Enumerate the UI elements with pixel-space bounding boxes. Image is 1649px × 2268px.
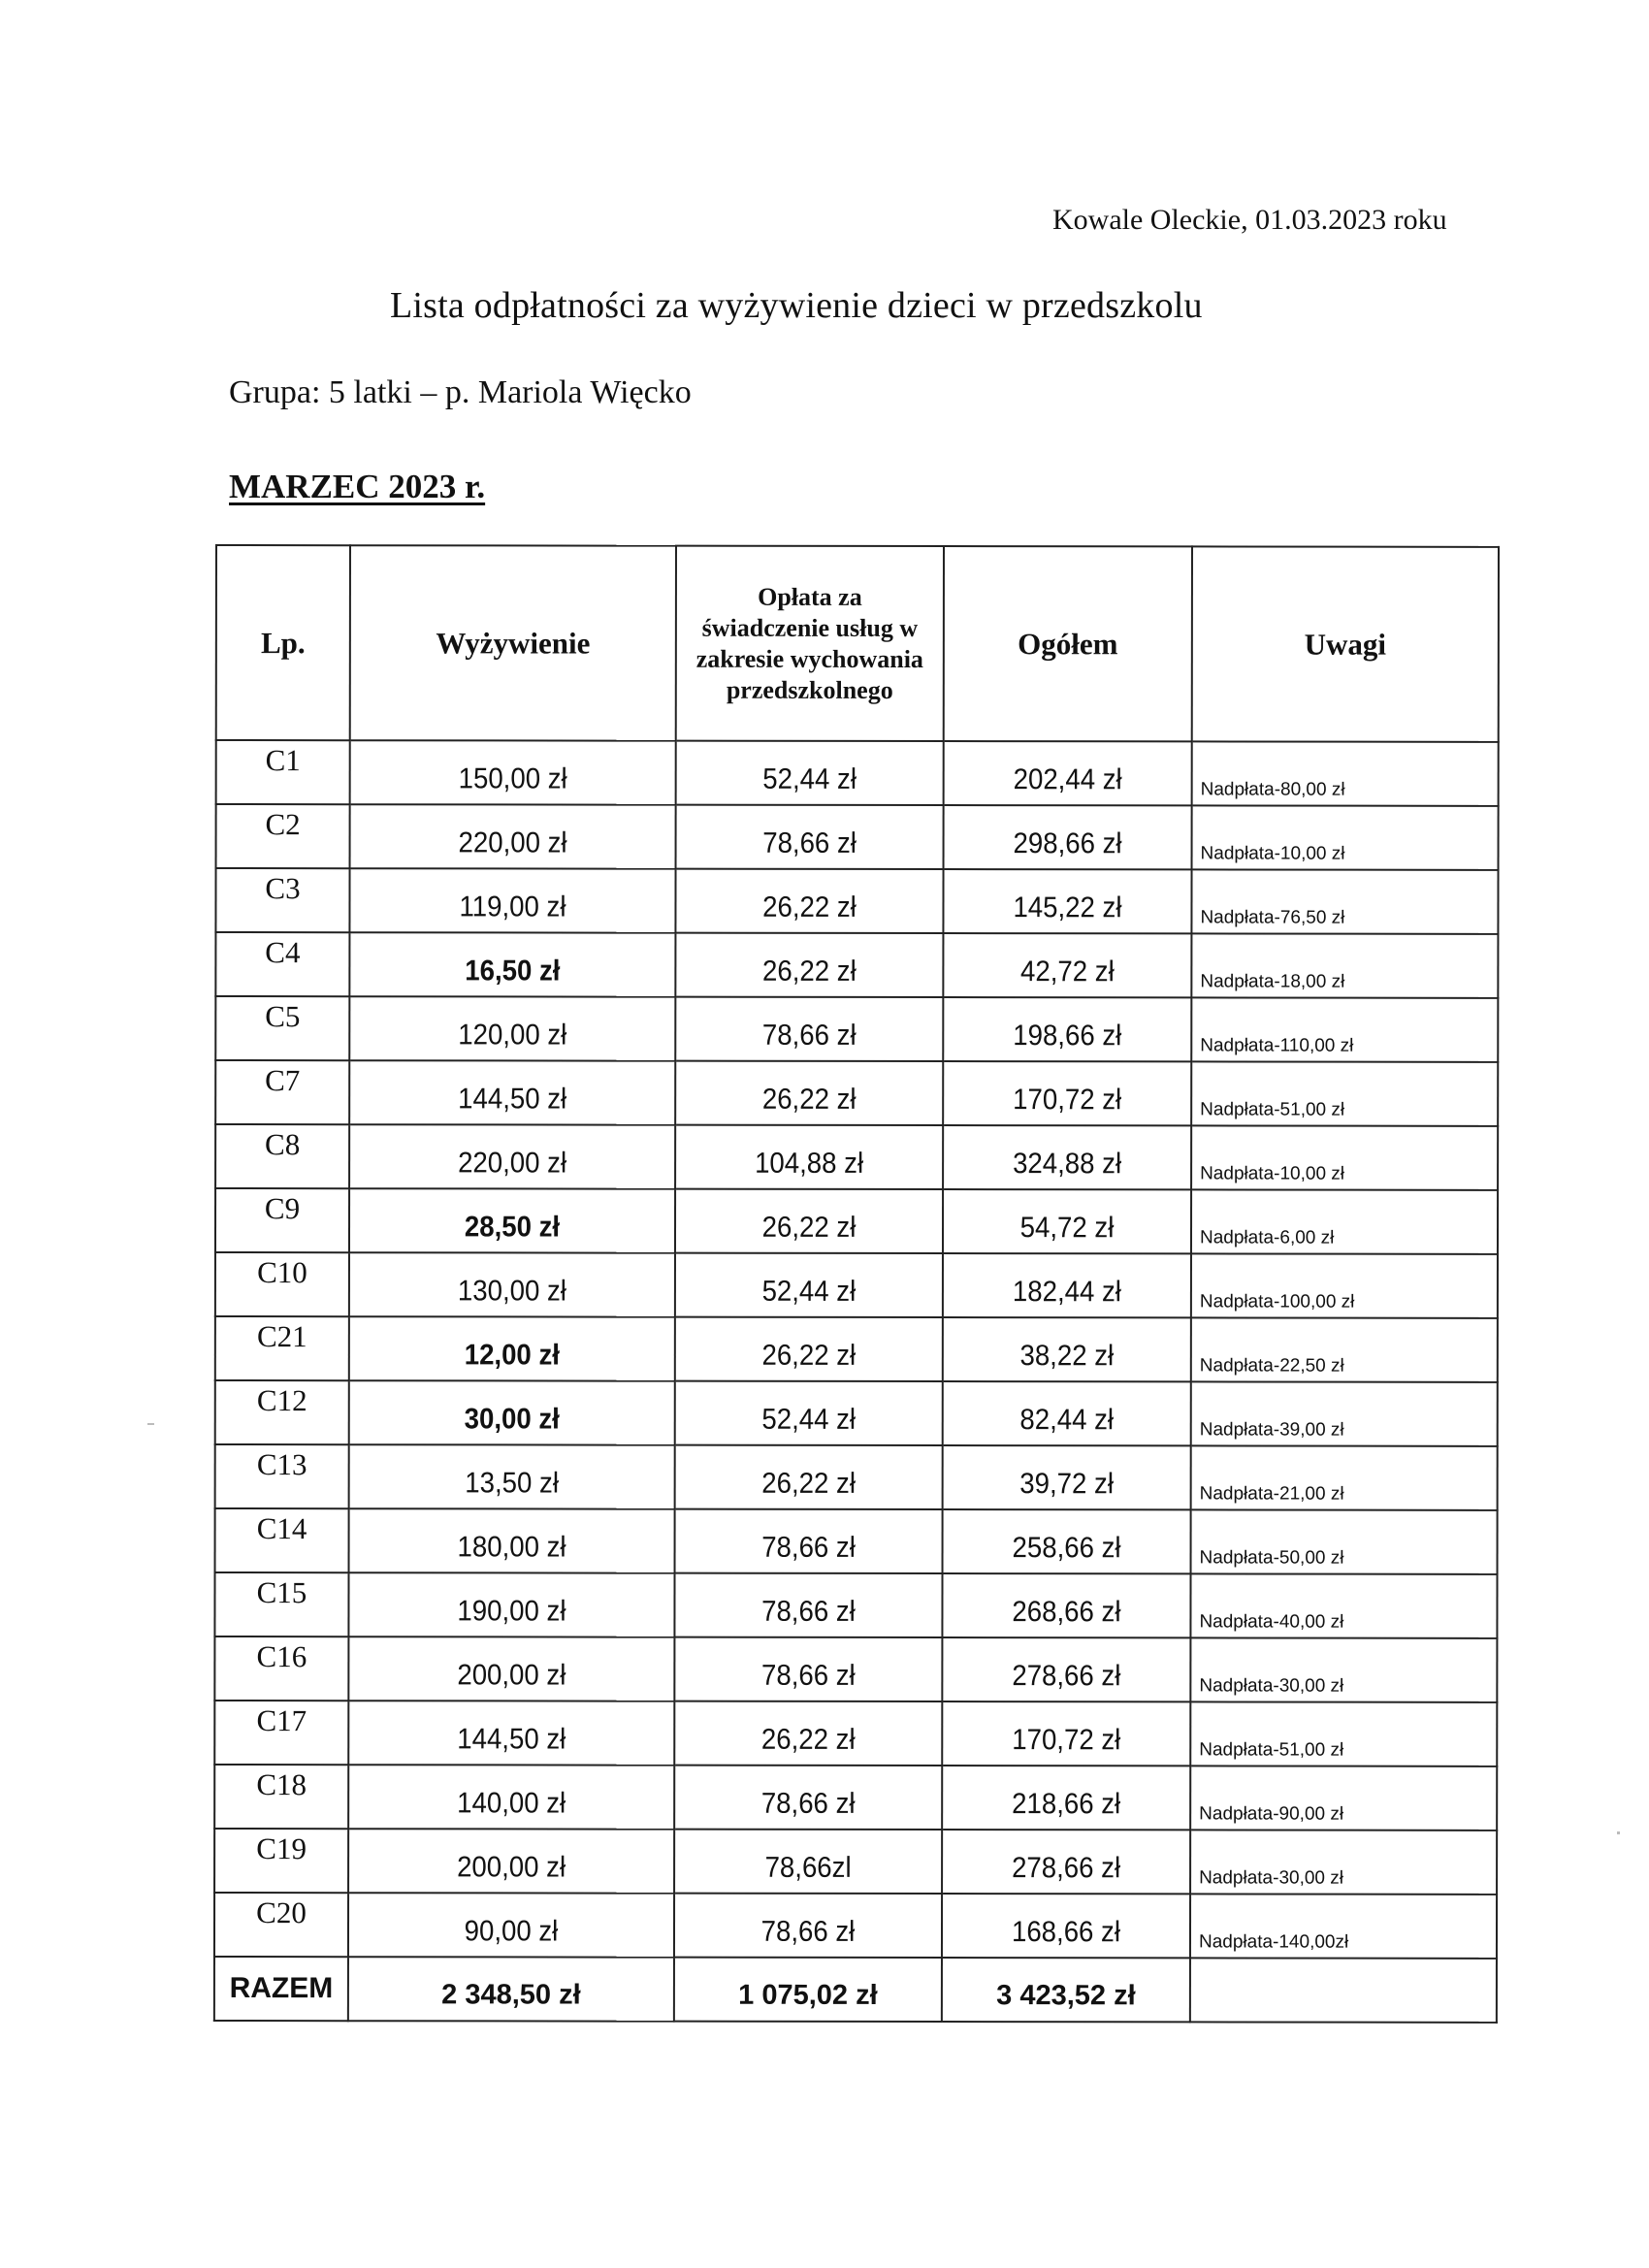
cell-ogolem: 278,66 zł bbox=[953, 1637, 1181, 1701]
cell-oplata: 78,66 zł bbox=[687, 805, 933, 869]
cell-oplata: 78,66 zł bbox=[686, 997, 932, 1061]
total-uwagi bbox=[1190, 1958, 1497, 2022]
cell-lp: C13 bbox=[215, 1444, 349, 1508]
cell-wyzywienie: 28,50 zł bbox=[362, 1188, 662, 1252]
cell-oplata: 78,66 zł bbox=[686, 1509, 932, 1573]
cell-wyzywienie: 220,00 zł bbox=[363, 804, 663, 868]
table-row bbox=[215, 868, 1498, 934]
cell-uwagi: Nadpłata-21,00 zł bbox=[1191, 1445, 1498, 1509]
cell-lp: C2 bbox=[216, 804, 350, 868]
cell-ogolem: 170,72 zł bbox=[953, 1061, 1181, 1125]
cell-uwagi: Nadpłata-100,00 zł bbox=[1191, 1253, 1498, 1317]
cell-wyzywienie: 144,50 zł bbox=[363, 1060, 663, 1124]
cell-ogolem: 145,22 zł bbox=[954, 869, 1182, 933]
table-header-row bbox=[216, 545, 1499, 742]
cell-ogolem: 268,66 zł bbox=[953, 1573, 1181, 1637]
table-row bbox=[215, 1252, 1498, 1318]
cell-wyzywienie: 119,00 zł bbox=[363, 868, 663, 932]
cell-ogolem: 258,66 zł bbox=[953, 1509, 1181, 1573]
cell-ogolem: 182,44 zł bbox=[953, 1253, 1181, 1317]
cell-wyzywienie: 140,00 zł bbox=[362, 1765, 662, 1829]
document-title: Lista odpłatności za wyżywienie dzieci w przedszkolu bbox=[390, 285, 1203, 326]
cell-lp: C12 bbox=[215, 1380, 349, 1444]
cell-uwagi: Nadpłata-30,00 zł bbox=[1190, 1830, 1497, 1894]
cell-uwagi: Nadpłata-51,00 zł bbox=[1191, 1061, 1498, 1125]
cell-ogolem: 202,44 zł bbox=[954, 741, 1182, 805]
table-row bbox=[215, 1124, 1498, 1190]
cell-ogolem: 82,44 zł bbox=[953, 1381, 1181, 1445]
cell-oplata: 26,22 zł bbox=[686, 869, 932, 933]
cell-lp: C8 bbox=[215, 1124, 349, 1188]
cell-lp: C9 bbox=[215, 1188, 349, 1252]
cell-wyzywienie: 200,00 zł bbox=[361, 1829, 661, 1893]
cell-lp: C17 bbox=[214, 1701, 348, 1765]
total-row bbox=[214, 1957, 1497, 2023]
total-oplata: 1 075,02 zł bbox=[674, 1958, 942, 2022]
cell-uwagi: Nadpłata-51,00 zł bbox=[1190, 1701, 1497, 1766]
header-oplata bbox=[676, 546, 944, 741]
cell-lp: C4 bbox=[215, 932, 349, 996]
cell-uwagi: Nadpłata-40,00 zł bbox=[1190, 1573, 1497, 1637]
table-row bbox=[214, 1636, 1497, 1702]
cell-lp: C18 bbox=[214, 1765, 348, 1829]
cell-uwagi: Nadpłata-80,00 zł bbox=[1192, 741, 1499, 805]
cell-wyzywienie: 90,00 zł bbox=[361, 1893, 661, 1957]
fees-table bbox=[213, 544, 1500, 2024]
cell-ogolem: 42,72 zł bbox=[954, 933, 1182, 997]
cell-wyzywienie: 180,00 zł bbox=[362, 1508, 662, 1572]
cell-wyzywienie: 190,00 zł bbox=[362, 1572, 662, 1636]
cell-uwagi: Nadpłata-140,00zł bbox=[1190, 1894, 1497, 1958]
total-label: RAZEM bbox=[214, 1957, 348, 2021]
total-ogolem: 3 423,52 zł bbox=[942, 1958, 1190, 2022]
cell-uwagi: Nadpłata-18,00 zł bbox=[1191, 933, 1498, 997]
cell-lp: C3 bbox=[215, 868, 349, 932]
place-date: Kowale Oleckie, 01.03.2023 roku bbox=[1052, 204, 1447, 236]
table-row bbox=[215, 1380, 1498, 1446]
scan-speck bbox=[147, 1423, 154, 1425]
cell-uwagi: Nadpłata-76,50 zł bbox=[1191, 869, 1498, 933]
cell-oplata: 26,22 zł bbox=[686, 933, 932, 997]
header-oplata-line: przedszkolnego bbox=[726, 675, 893, 704]
cell-oplata: 104,88 zł bbox=[686, 1125, 932, 1189]
scan-speck bbox=[1617, 1831, 1620, 1834]
cell-wyzywienie: 144,50 zł bbox=[362, 1701, 662, 1765]
table-row bbox=[215, 1188, 1498, 1254]
cell-uwagi: Nadpłata-6,00 zł bbox=[1191, 1189, 1498, 1253]
cell-wyzywienie: 200,00 zł bbox=[362, 1636, 662, 1701]
cell-lp: C15 bbox=[214, 1572, 348, 1636]
cell-wyzywienie: 120,00 zł bbox=[363, 996, 663, 1060]
cell-ogolem: 38,22 zł bbox=[953, 1317, 1181, 1381]
cell-lp: C1 bbox=[216, 740, 350, 804]
table-row bbox=[214, 1893, 1497, 1959]
cell-oplata: 26,22 zł bbox=[686, 1445, 932, 1509]
cell-oplata: 26,22 zł bbox=[686, 1061, 932, 1125]
cell-oplata: 26,22 zł bbox=[685, 1701, 931, 1766]
table-row bbox=[214, 1765, 1497, 1831]
header-lp: Lp. bbox=[216, 545, 350, 740]
table-row bbox=[215, 1444, 1498, 1510]
table-row bbox=[215, 1508, 1498, 1574]
month-heading: MARZEC 2023 r. bbox=[229, 468, 486, 505]
table-row bbox=[215, 932, 1498, 998]
cell-oplata: 78,66 zł bbox=[685, 1766, 931, 1830]
cell-ogolem: 218,66 zł bbox=[952, 1766, 1180, 1830]
cell-lp: C5 bbox=[215, 996, 349, 1060]
cell-wyzywienie: 130,00 zł bbox=[362, 1252, 662, 1316]
table-row bbox=[214, 1701, 1497, 1766]
cell-oplata: 78,66zl bbox=[685, 1830, 931, 1894]
header-oplata-line: zakresie wychowania bbox=[695, 644, 923, 673]
table-row bbox=[215, 996, 1498, 1062]
table-row bbox=[214, 1572, 1497, 1638]
header-oplata-line: świadczenie usług w bbox=[701, 613, 919, 642]
cell-oplata: 78,66 zł bbox=[685, 1573, 931, 1637]
cell-ogolem: 278,66 zł bbox=[952, 1830, 1180, 1894]
cell-uwagi: Nadpłata-50,00 zł bbox=[1191, 1509, 1498, 1573]
cell-uwagi: Nadpłata-10,00 zł bbox=[1191, 1125, 1498, 1189]
cell-lp: C14 bbox=[215, 1508, 349, 1572]
cell-uwagi: Nadpłata-39,00 zł bbox=[1191, 1381, 1498, 1445]
cell-lp: C16 bbox=[214, 1636, 348, 1701]
cell-ogolem: 170,72 zł bbox=[952, 1701, 1180, 1766]
cell-uwagi: Nadpłata-22,50 zł bbox=[1191, 1317, 1498, 1381]
cell-oplata: 78,66 zł bbox=[685, 1894, 931, 1958]
cell-uwagi: Nadpłata-110,00 zł bbox=[1191, 997, 1498, 1061]
cell-ogolem: 39,72 zł bbox=[953, 1445, 1181, 1509]
cell-wyzywienie: 12,00 zł bbox=[362, 1316, 662, 1380]
cell-wyzywienie: 16,50 zł bbox=[363, 932, 663, 996]
cell-oplata: 52,44 zł bbox=[686, 1381, 932, 1445]
header-uwagi: Uwagi bbox=[1192, 546, 1499, 741]
cell-wyzywienie: 220,00 zł bbox=[363, 1124, 663, 1188]
cell-lp: C19 bbox=[214, 1829, 348, 1893]
cell-lp: C10 bbox=[215, 1252, 349, 1316]
cell-oplata: 52,44 zł bbox=[686, 1253, 932, 1317]
group-line: Grupa: 5 latki – p. Mariola Więcko bbox=[229, 374, 692, 410]
table-row bbox=[216, 804, 1499, 870]
cell-lp: C21 bbox=[215, 1316, 349, 1380]
cell-ogolem: 298,66 zł bbox=[954, 805, 1182, 869]
cell-uwagi: Nadpłata-90,00 zł bbox=[1190, 1766, 1497, 1830]
table-row bbox=[215, 1316, 1498, 1382]
cell-ogolem: 54,72 zł bbox=[953, 1189, 1181, 1253]
cell-ogolem: 324,88 zł bbox=[953, 1125, 1181, 1189]
table-row bbox=[216, 740, 1499, 806]
table-row bbox=[214, 1829, 1497, 1895]
cell-oplata: 26,22 zł bbox=[686, 1317, 932, 1381]
table-row bbox=[215, 1060, 1498, 1126]
header-wyzywienie: Wyżywienie bbox=[350, 545, 676, 740]
cell-uwagi: Nadpłata-30,00 zł bbox=[1190, 1637, 1497, 1701]
cell-oplata: 52,44 zł bbox=[687, 741, 933, 805]
cell-oplata: 78,66 zł bbox=[685, 1637, 931, 1701]
cell-lp: C20 bbox=[214, 1893, 348, 1957]
header-oplata-line: Opłata za bbox=[758, 582, 862, 611]
table-body bbox=[214, 740, 1499, 1959]
cell-wyzywienie: 150,00 zł bbox=[363, 740, 663, 804]
cell-wyzywienie: 30,00 zł bbox=[362, 1380, 662, 1444]
cell-ogolem: 168,66 zł bbox=[952, 1894, 1180, 1958]
cell-ogolem: 198,66 zł bbox=[953, 997, 1181, 1061]
cell-oplata: 26,22 zł bbox=[686, 1189, 932, 1253]
cell-uwagi: Nadpłata-10,00 zł bbox=[1192, 805, 1499, 869]
header-ogolem: Ogółem bbox=[944, 546, 1192, 741]
cell-lp: C7 bbox=[215, 1060, 349, 1124]
total-wyzywienie: 2 348,50 zł bbox=[348, 1957, 674, 2021]
cell-wyzywienie: 13,50 zł bbox=[362, 1444, 662, 1508]
